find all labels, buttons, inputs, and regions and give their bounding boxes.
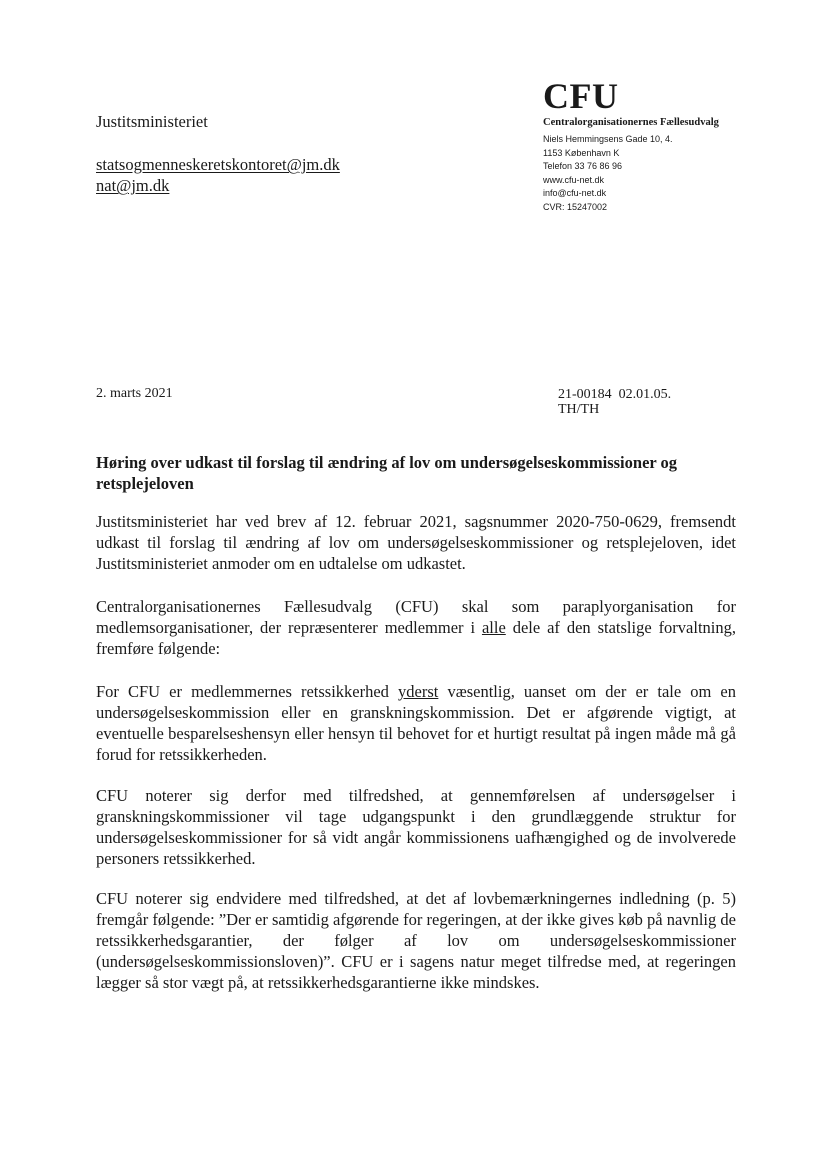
body-paragraph (96, 596, 736, 659)
email-link[interactable]: statsogmenneskeretskontoret@jm.dk (96, 155, 340, 174)
sender-cvr: CVR: 15247002 (543, 201, 608, 212)
emphasized-word: alle (481, 618, 506, 637)
paragraph-text: dele af den statslige forvaltning, fremføre følgende: (96, 618, 737, 658)
cfu-logo: CFU (543, 76, 619, 116)
body-paragraph: CFU noterer sig endvidere med tilfredshed, at det af lovbemærkningernes indledning (p. 5) fremgår følgende: ”Der er samtidig afgørende for regeringen, at der ikke gives køb på navnlig de retssikkerhedsgarantier, der følger af lov om undersøgelseskommissioner (undersøgelseskommissionsloven)”. CFU er i sagens natur meget tilfredse med, at regeringen lægger så stor vægt på, at retssikkerhedsgarantierne ikke mindskes. (96, 889, 736, 992)
sender-website: www.cfu-net.dk (543, 174, 605, 185)
sender-contact-info (543, 133, 673, 214)
sender-phone: Telefon 33 76 86 96 (543, 161, 623, 171)
emphasized-word: yderst (398, 682, 439, 701)
reference-number: 21-00184 02.01.05. (558, 387, 672, 402)
letter-subject: Høring over udkast til forslag til ændring af lov om undersøgelseskommissioner og retsplejeloven (96, 453, 678, 493)
recipient-name: Justitsministeriet (96, 112, 208, 131)
reference-block (558, 387, 671, 417)
sender-email: info@cfu-net.dk (543, 188, 607, 198)
paragraph-text: væsentlig, uanset om der er tale om en undersøgelseskommission eller en granskningskommission. Det er afgørende vigtigt, at eventuelle besparelseshensyn eller hensyn til behovet for et hurtigt resultat på ingen måde må gå forud for retssikkerheden. (96, 682, 736, 764)
reference-initials: TH/TH (558, 402, 600, 417)
recipient-emails (96, 154, 340, 196)
body-paragraph: CFU noterer sig derfor med tilfredshed, at gennemførelsen af undersøgelser i granskningskommissioner vil tage udgangspunkt i den grundlæggende struktur for undersøgelseskommissioner for så vidt angår kommissionens uafhængighed og de involverede personers retssikkerhed. (96, 786, 736, 868)
paragraph-text: For CFU er medlemmernes retssikkerhed (96, 682, 399, 701)
body-paragraph (96, 681, 736, 765)
sender-organization-name: Centralorganisationernes Fællesudvalg (543, 117, 719, 128)
letter-date: 2. marts 2021 (96, 386, 173, 401)
sender-address-line: 1153 København K (543, 147, 620, 158)
sender-address-line: Niels Hemmingsens Gade 10, 4. (543, 134, 673, 144)
email-link[interactable]: nat@jm.dk (96, 176, 170, 195)
paragraph-text: Centralorganisationernes Fællesudvalg (CFU) skal som paraplyorganisation for medlemsorganisationer, der repræsenterer medlemmer i (96, 597, 736, 637)
body-paragraph: Justitsministeriet har ved brev af 12. februar 2021, sagsnummer 2020-750-0629, fremsendt udkast til forslag til ændring af lov om undersøgelseskommissioner og retsplejeloven, idet Justitsministeriet anmoder om en udtalelse om udkastet. (96, 512, 736, 573)
